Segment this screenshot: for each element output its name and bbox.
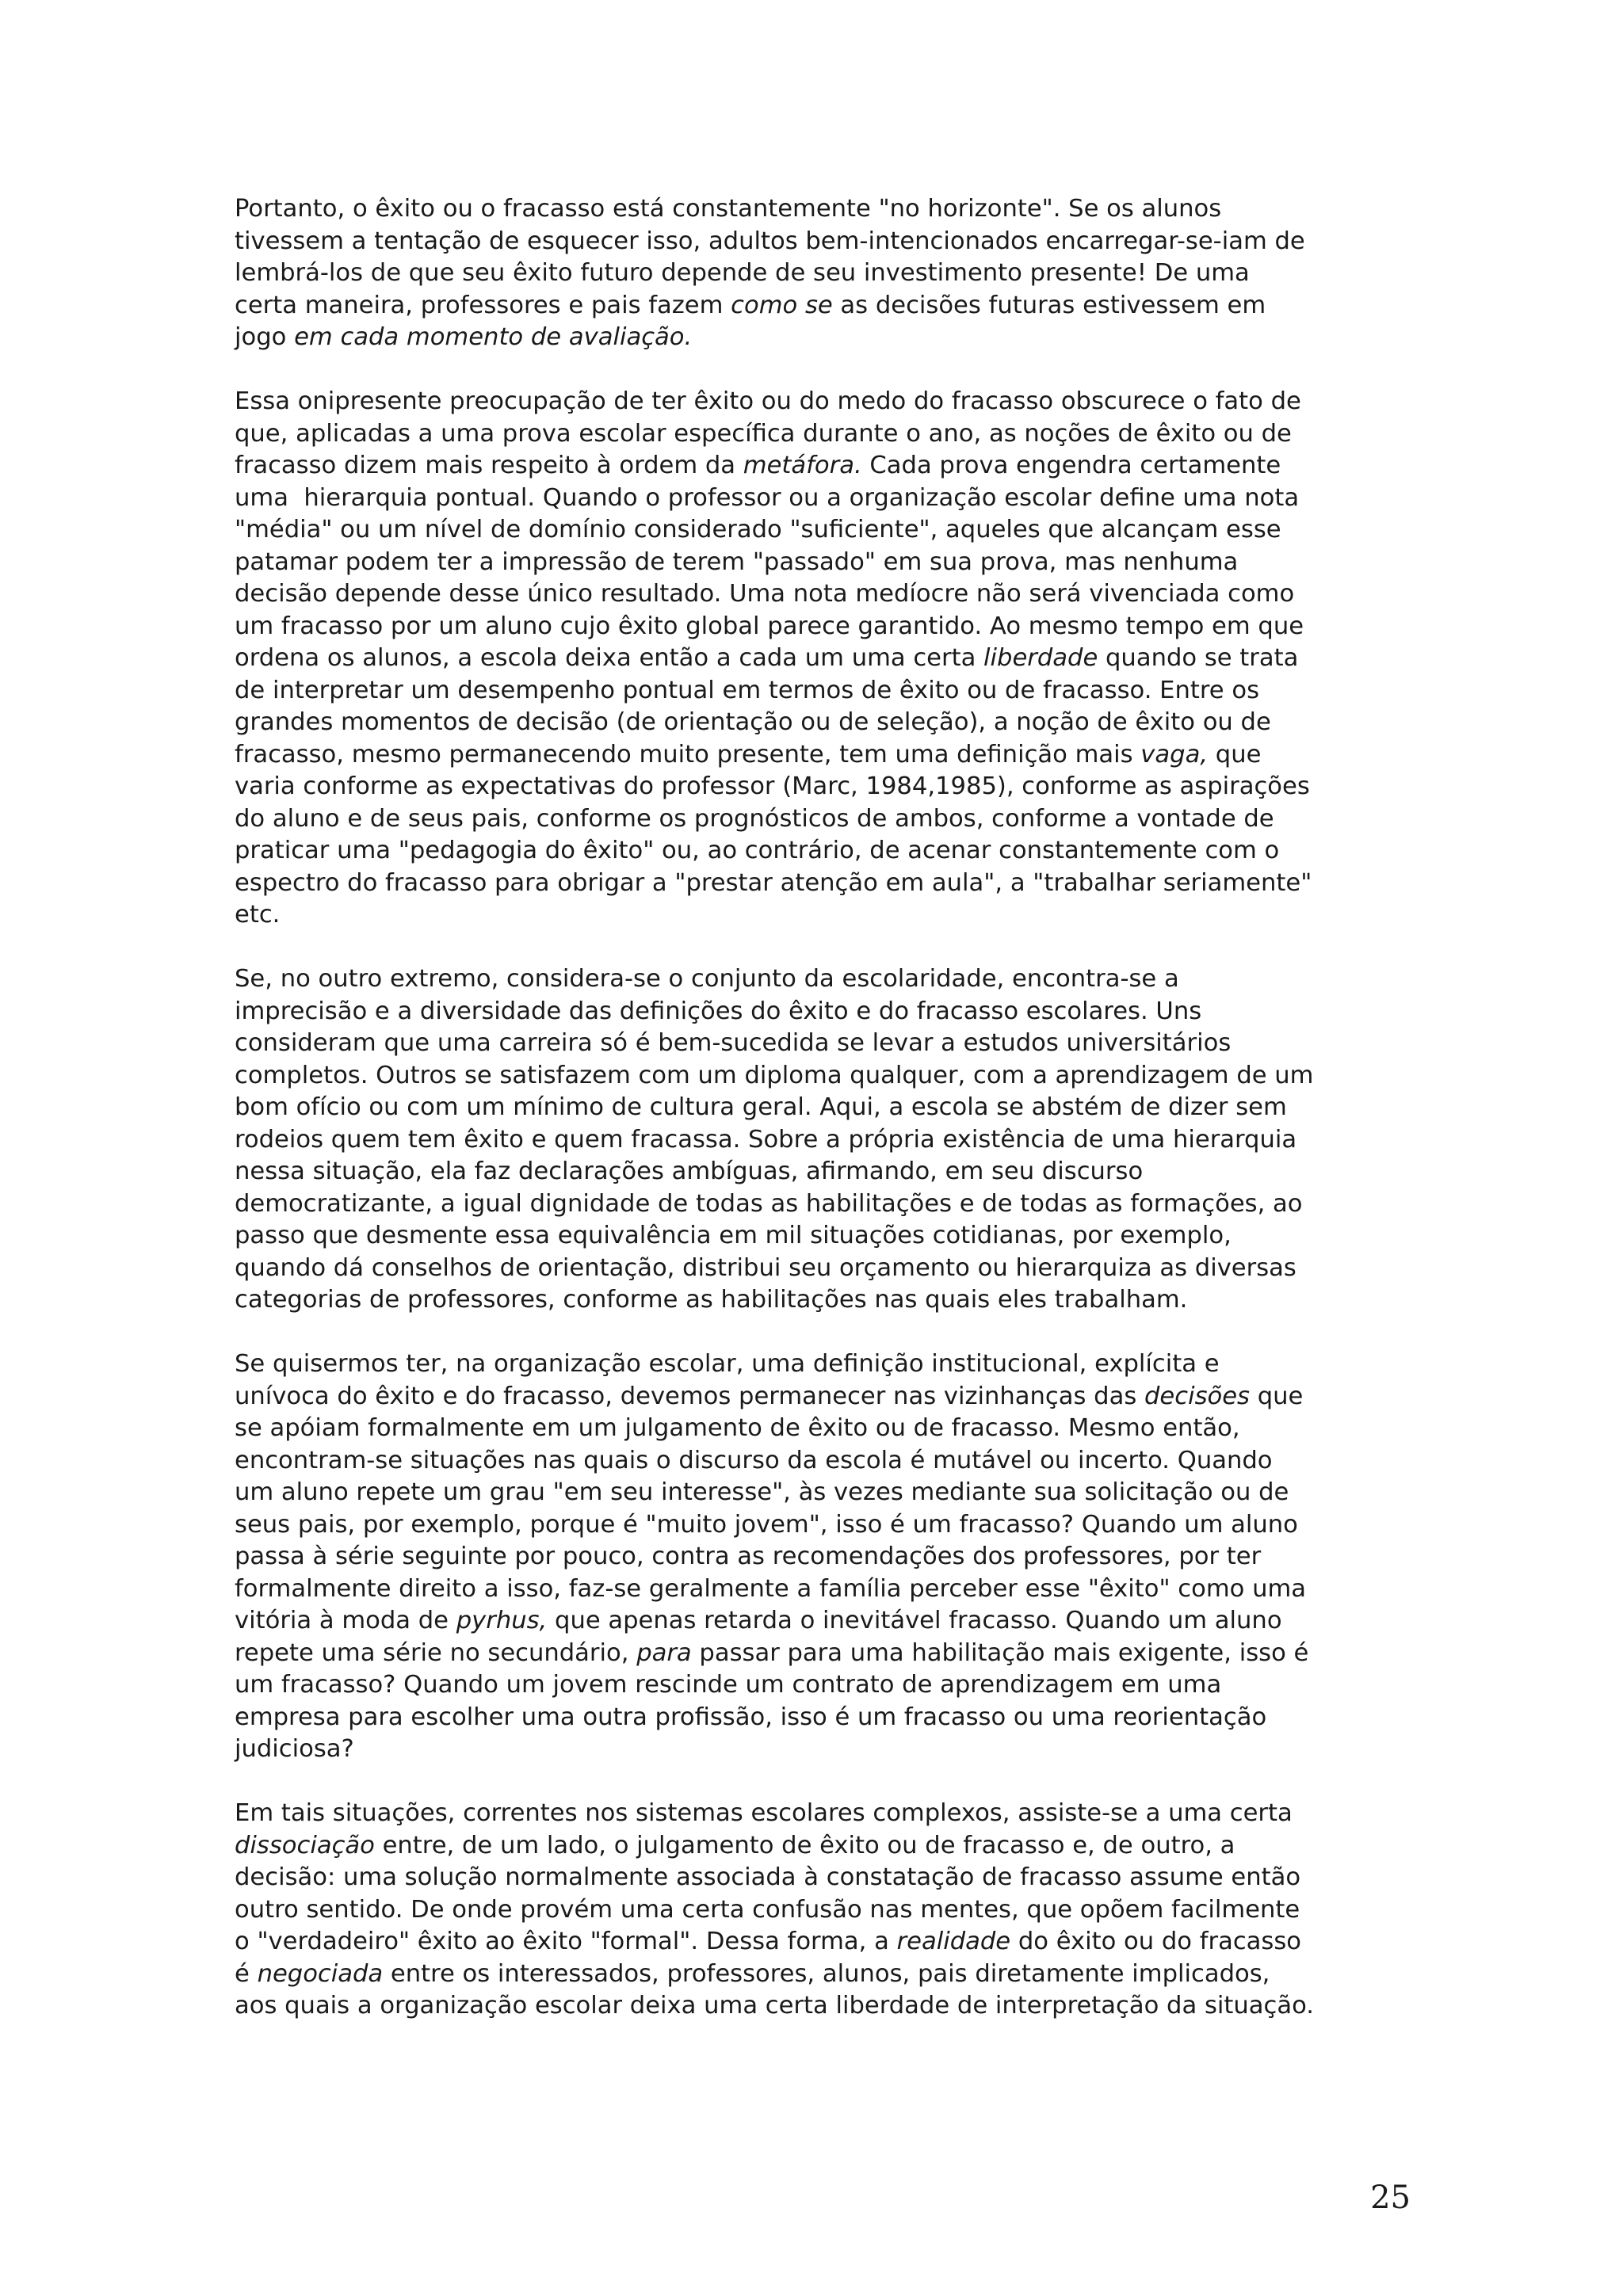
text-segment: "média" ou um nível de domínio considerado "suficiente", aqueles que alcançam esse xyxy=(235,516,1281,543)
text-line xyxy=(235,996,1412,1028)
text-segment: um fracasso? Quando um jovem rescinde um contrato de aprendizagem em uma xyxy=(235,1671,1222,1699)
text-segment: o "verdadeiro" êxito ao êxito "formal". Dessa forma, a xyxy=(235,1928,897,1955)
italic-text: realidade xyxy=(896,1928,1011,1955)
text-line xyxy=(235,1798,1412,1830)
text-segment: as decisões futuras estivessem em xyxy=(832,291,1266,319)
italic-text: pyrhus, xyxy=(456,1607,548,1634)
text-line xyxy=(235,386,1412,418)
italic-text: vaga, xyxy=(1140,740,1209,769)
text-line xyxy=(235,1124,1412,1157)
text-line xyxy=(235,803,1412,836)
text-segment: Se, no outro extremo, considera-se o conjunto da escolaridade, encontra-se a xyxy=(235,965,1179,993)
text-line xyxy=(235,739,1412,772)
text-segment: espectro do fracasso para obrigar a "prestar atenção em aula", a "trabalhar seriamente" xyxy=(235,868,1312,897)
text-line xyxy=(235,1894,1412,1927)
italic-text: para xyxy=(636,1638,692,1667)
text-segment: quando dá conselhos de orientação, distribui seu orçamento ou hierarquiza as diversas xyxy=(235,1253,1296,1282)
text-line xyxy=(235,675,1412,707)
italic-text: como se xyxy=(731,291,833,319)
text-line xyxy=(235,1669,1412,1702)
text-line xyxy=(235,1958,1412,1991)
text-segment: jogo xyxy=(235,323,295,351)
text-segment: Essa onipresente preocupação de ter êxito ou do medo do fracasso obscurece o fato de xyxy=(235,387,1301,415)
text-segment: completos. Outros se satisfazem com um diploma qualquer, com a aprendizagem de um xyxy=(235,1061,1314,1089)
text-line xyxy=(235,899,1412,932)
text-segment: outro sentido. De onde provém uma certa confusão nas mentes, que opõem facilmente xyxy=(235,1895,1300,1924)
text-segment: Cada prova engendra certamente xyxy=(861,452,1281,479)
text-segment: que, aplicadas a uma prova escolar específica durante o ano, as noções de êxito ou de xyxy=(235,419,1292,448)
text-segment: empresa para escolher uma outra profissão, isso é um fracasso ou uma reorientação xyxy=(235,1703,1267,1731)
text-line xyxy=(235,1605,1412,1638)
body-text xyxy=(235,193,1412,2054)
text-line xyxy=(235,1477,1412,1509)
text-segment: decisão depende desse único resultado. Uma nota medíocre não será vivenciada como xyxy=(235,580,1295,608)
text-line xyxy=(235,1156,1412,1188)
paragraph-3 xyxy=(235,963,1412,1317)
text-segment: que apenas retarda o inevitável fracasso. Quando um aluno xyxy=(547,1607,1282,1634)
text-segment: consideram que uma carreira só é bem-sucedida se levar a estudos universitários xyxy=(235,1029,1232,1057)
text-line xyxy=(235,1509,1412,1542)
text-segment: tivessem a tentação de esquecer isso, adultos bem-intencionados encarregar-se-iam de xyxy=(235,227,1305,255)
text-segment: categorias de professores, conforme as habilitações nas quais eles trabalham. xyxy=(235,1286,1188,1314)
paragraph-4 xyxy=(235,1348,1412,1766)
text-line xyxy=(235,1862,1412,1894)
italic-text: negociada xyxy=(257,1959,384,1988)
text-segment: do aluno e de seus pais, conforme os prognósticos de ambos, conforme a vontade de xyxy=(235,804,1274,833)
text-segment: unívoca do êxito e do fracasso, devemos permanecer nas vizinhanças das xyxy=(235,1382,1144,1410)
text-segment: passar para uma habilitação mais exigente, isso é xyxy=(691,1638,1309,1667)
text-line xyxy=(235,1638,1412,1670)
text-segment: democratizante, a igual dignidade de todas as habilitações e de todas as formações, ao xyxy=(235,1189,1303,1218)
text-segment: grandes momentos de decisão (de orientação ou de seleção), a noção de êxito ou de xyxy=(235,708,1271,736)
paragraph-1 xyxy=(235,193,1412,354)
text-line xyxy=(235,1573,1412,1606)
text-line xyxy=(235,1926,1412,1958)
text-line xyxy=(235,1381,1412,1413)
text-segment: passa à série seguinte por pouco, contra as recomendações dos professores, por ter xyxy=(235,1543,1262,1570)
text-line xyxy=(235,226,1412,258)
text-line xyxy=(235,514,1412,547)
text-line xyxy=(235,290,1412,322)
text-line xyxy=(235,257,1412,290)
text-segment: fracasso dizem mais respeito à ordem da xyxy=(235,452,743,479)
text-line xyxy=(235,611,1412,643)
text-segment: fracasso, mesmo permanecendo muito presente, tem uma definição mais xyxy=(235,740,1141,769)
text-line xyxy=(235,450,1412,482)
text-segment: judiciosa? xyxy=(235,1735,354,1763)
text-segment: imprecisão e a diversidade das definições do êxito e do fracasso escolares. Uns xyxy=(235,997,1202,1025)
text-segment: patamar podem ter a impressão de terem "passado" em sua prova, mas nenhuma xyxy=(235,547,1239,576)
text-line xyxy=(235,578,1412,611)
text-segment: rodeios quem tem êxito e quem fracassa. Sobre a própria existência de uma hierarquia xyxy=(235,1125,1297,1154)
italic-text: decisões xyxy=(1144,1382,1250,1410)
text-segment: uma hierarquia pontual. Quando o professor ou a organização escolar define uma nota xyxy=(235,483,1300,512)
text-segment: que xyxy=(1208,740,1262,769)
italic-text: liberdade xyxy=(983,644,1098,672)
text-line xyxy=(235,1060,1412,1093)
text-segment: se apóiam formalmente em um julgamento de êxito ou de fracasso. Mesmo então, xyxy=(235,1414,1240,1442)
text-line xyxy=(235,418,1412,451)
text-line xyxy=(235,1188,1412,1221)
text-line xyxy=(235,1220,1412,1253)
text-segment: entre, de um lado, o julgamento de êxito ou de fracasso e, de outro, a xyxy=(374,1831,1235,1859)
italic-text: metáfora. xyxy=(743,452,862,479)
paragraph-5 xyxy=(235,1798,1412,2023)
italic-text: dissociação xyxy=(235,1831,375,1859)
text-line xyxy=(235,1348,1412,1381)
text-line xyxy=(235,1990,1412,2023)
text-segment: quando se trata xyxy=(1098,644,1299,672)
text-line xyxy=(235,771,1412,803)
text-line xyxy=(235,1028,1412,1060)
text-segment: seus pais, por exemplo, porque é "muito jovem", isso é um fracasso? Quando um aluno xyxy=(235,1510,1298,1539)
text-segment: encontram-se situações nas quais o discurso da escola é mutável ou incerto. Quando xyxy=(235,1446,1273,1474)
text-segment: ordena os alunos, a escola deixa então a cada um uma certa xyxy=(235,644,984,672)
text-line xyxy=(235,482,1412,515)
text-segment: que xyxy=(1249,1382,1304,1410)
text-segment: bom ofício ou com um mínimo de cultura geral. Aqui, a escola se abstém de dizer sem xyxy=(235,1093,1287,1121)
text-segment: do êxito ou do fracasso xyxy=(1010,1928,1301,1955)
text-segment: nessa situação, ela faz declarações ambíguas, afirmando, em seu discurso xyxy=(235,1158,1144,1185)
text-line xyxy=(235,547,1412,579)
text-segment: certa maneira, professores e pais fazem xyxy=(235,291,731,319)
text-segment: um fracasso por um aluno cujo êxito global parece garantido. Ao mesmo tempo em que xyxy=(235,612,1304,640)
text-segment: repete uma série no secundário, xyxy=(235,1638,637,1667)
text-line xyxy=(235,1092,1412,1124)
text-line xyxy=(235,963,1412,996)
text-line xyxy=(235,868,1412,900)
text-line xyxy=(235,193,1412,226)
page-number: 25 xyxy=(1370,2180,1411,2216)
text-line xyxy=(235,643,1412,675)
italic-text: em cada momento de avaliação. xyxy=(294,323,693,351)
text-line xyxy=(235,1541,1412,1573)
text-segment: lembrá-los de que seu êxito futuro depende de seu investimento presente! De uma xyxy=(235,259,1250,287)
text-line xyxy=(235,1445,1412,1478)
text-segment: Se quisermos ter, na organização escolar, uma definição institucional, explícita e xyxy=(235,1350,1220,1378)
paragraph-2 xyxy=(235,386,1412,932)
text-segment: de interpretar um desempenho pontual em termos de êxito ou de fracasso. Entre os xyxy=(235,676,1260,704)
text-segment: é xyxy=(235,1959,258,1988)
text-segment: Portanto, o êxito ou o fracasso está constantemente "no horizonte". Se os alunos xyxy=(235,195,1222,223)
text-line xyxy=(235,322,1412,354)
text-line xyxy=(235,1253,1412,1285)
text-segment: aos quais a organização escolar deixa uma certa liberdade de interpretação da situação. xyxy=(235,1992,1314,2019)
text-segment: varia conforme as expectativas do professor (Marc, 1984,1985), conforme as aspirações xyxy=(235,772,1310,800)
text-segment: formalmente direito a isso, faz-se geralmente a família perceber esse "êxito" como uma xyxy=(235,1574,1307,1603)
text-line xyxy=(235,1830,1412,1863)
text-line xyxy=(235,1413,1412,1445)
text-segment: etc. xyxy=(235,901,281,929)
text-segment: decisão: uma solução normalmente associada à constatação de fracasso assume então xyxy=(235,1863,1301,1891)
text-segment: praticar uma "pedagogia do êxito" ou, ao contrário, de acenar constantemente com o xyxy=(235,837,1280,864)
text-segment: entre os interessados, professores, alunos, pais diretamente implicados, xyxy=(383,1959,1270,1988)
text-line xyxy=(235,1733,1412,1766)
text-segment: Em tais situações, correntes nos sistemas escolares complexos, assiste-se a uma certa xyxy=(235,1799,1293,1827)
text-line xyxy=(235,835,1412,868)
text-line xyxy=(235,707,1412,739)
text-segment: um aluno repete um grau "em seu interesse", às vezes mediante sua solicitação ou de xyxy=(235,1478,1289,1506)
text-segment: vitória à moda de xyxy=(235,1607,456,1634)
text-line xyxy=(235,1284,1412,1317)
text-line xyxy=(235,1702,1412,1734)
text-segment: passo que desmente essa equivalência em mil situações cotidianas, por exemplo, xyxy=(235,1222,1232,1249)
